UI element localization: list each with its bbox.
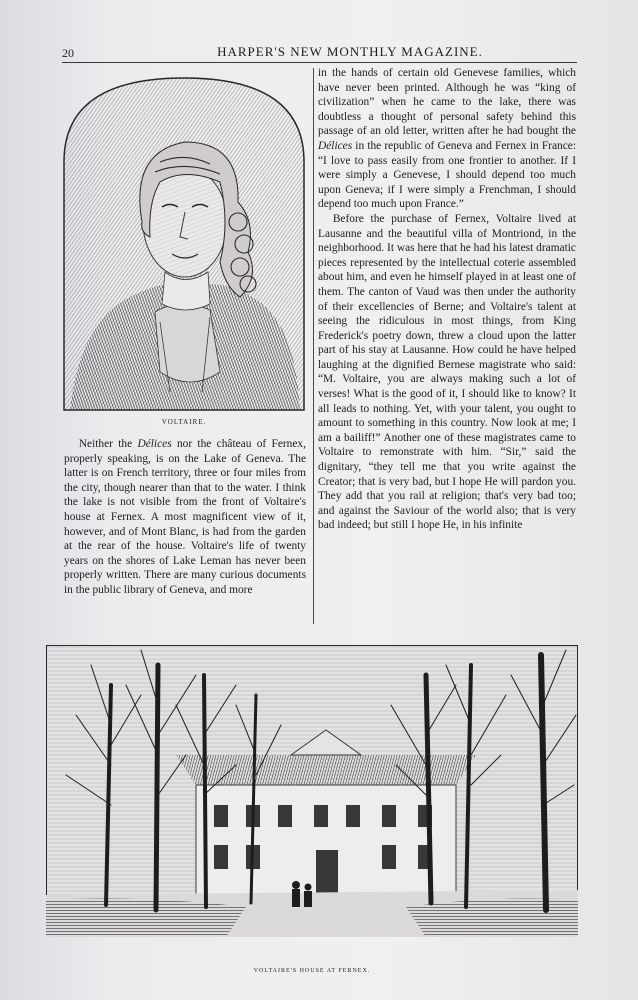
page-number: 20 — [62, 46, 74, 60]
running-title: HARPER'S NEW MONTHLY MAGAZINE. — [217, 44, 483, 59]
text-run: Neither the — [78, 438, 138, 450]
right-text-column — [318, 66, 576, 533]
voltaire-portrait-illustration — [60, 72, 308, 412]
house-caption: VOLTAIRE'S HOUSE AT FERNEX. — [253, 968, 371, 974]
right-paragraph: Before the purchase of Fernex, Voltaire lived at Lausanne and the beautiful villa of Montriond, in the neighborhood. It was here that he had his latest dramatic pieces represented by the intellectual coterie assembled about him, and even he himself played in at least one of them. The canton of Vaud was then under the authority of their excellencies of Berne; and Voltaire's talent at seeing the ridiculous in most things, from King Frederick's poetry down, threw a cloud upon the latter part of his stay at Lausanne. How could he have helped laughing at the dignified Bernese magistrate who said: “M. Voltaire, you are always making such a lot of verses! What is the good of it, I should like to know? It all leads to nothing. Yet, with your talent, you ought to amount to something in this country. Now look at me; I am a bailiff!” Another one of these magistrates came to Voltaire to remonstrate with him. “Sir,” said the dignitary, “they tell me that you write against the Creator; that is very bad, but I hope He will pardon you. They add that you rail at religion; that's very bad too; and against the Saviour of the world also; that is very bad indeed; but still I hope He, in his infinite — [318, 212, 576, 532]
text-run: nor the château of Fernex, properly speaking, is on the Lake of Geneva. The latter is on French territory, three or four miles from the city, though nearer than that to the water. I think the lake is not visible from the front of Voltaire's house at Fernex. A most magnificent view of it, however, and of Mont Blanc, is had from the garden at the rear of the house. Voltaire's life of twenty years on the shores of Lake Leman has never been properly written. There are many curious documents in the public library of Geneva, and more — [64, 438, 306, 596]
italic-title: Délices — [137, 438, 172, 450]
text-run: in the hands of certain old Genevese families, which have never been printed. Although he was “king of civilization” when he came to the lake, there was doubtless a thought of personal safety behind this passage of an old letter, written after he had bought the — [318, 67, 576, 138]
voltaire-house-illustration — [46, 645, 578, 937]
column-divider — [313, 68, 314, 624]
header-rule — [62, 62, 577, 63]
italic-title: Délices — [318, 139, 353, 152]
left-text-column — [64, 437, 306, 598]
right-paragraph-continued — [318, 66, 576, 212]
text-run: in the republic of Geneva and Fernex in France: “I love to pass easily from one frontier to another. If I were simply a Genevese, I should depend too much upon Geneva; if I were simply a Frenchman, I should depend too much upon France.” — [318, 139, 576, 211]
left-paragraph — [64, 437, 306, 598]
portrait-caption: VOLTAIRE. — [161, 418, 207, 426]
